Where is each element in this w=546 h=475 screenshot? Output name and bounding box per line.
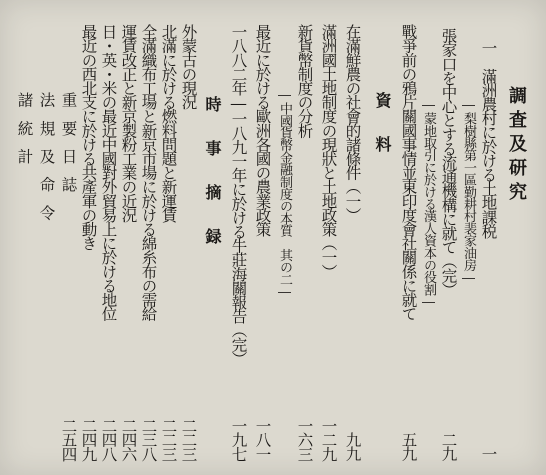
toc-entry xyxy=(180,24,196,460)
toc-entry-page: 二九 xyxy=(439,431,458,460)
toc-entry xyxy=(16,92,32,163)
toc-entry-title: 最近に於ける歐洲各國の農業政策 xyxy=(253,24,272,236)
toc-entry-page: 一六三 xyxy=(295,417,314,460)
toc-entry-title: 一八八二年―一八九一年に於ける牛莊海關報告（完） xyxy=(229,24,248,365)
toc-entry-title: 重 要 日 誌 xyxy=(59,92,78,191)
toc-entry-subtitle: ―梨樹縣第一區勤耕村裴家油房― xyxy=(461,98,476,286)
toc-entry-title: 張家口を中心とする流通機構に就て（完） xyxy=(439,28,458,296)
toc-entry-page: 二二三 xyxy=(159,417,178,460)
toc-entry-title: 新貨幣制度の分析 xyxy=(295,24,314,137)
toc-entry-title: 一 滿洲農村に於ける土地課税 xyxy=(479,40,498,238)
toc-entry-subtitle: ―蒙地取引に於ける漢人資本の役割― xyxy=(421,98,436,310)
toc-entry xyxy=(38,92,54,219)
toc-entry-title: 外蒙古の現況 xyxy=(179,24,198,109)
toc-entry-page: 一 xyxy=(479,445,498,460)
toc-entry xyxy=(160,24,176,460)
toc-entry-title: 諸 統 計 xyxy=(15,92,34,163)
section-shiryo: 資 料 xyxy=(373,92,392,158)
toc-entry-page: 二四六 xyxy=(119,417,138,460)
toc-entry-subtitle: ―中國貨幣金融制度の本質 其の二― xyxy=(277,88,292,300)
toc-entry xyxy=(120,24,136,460)
toc-entry-page: 五九 xyxy=(399,431,418,460)
toc-entry-page: 一九七 xyxy=(229,417,248,460)
toc-entry-title: 日・英・米の最近中國對外貿易上に於ける地位 xyxy=(99,24,118,321)
toc-entry-page: 二二三 xyxy=(179,417,198,460)
toc-entry xyxy=(400,24,416,460)
toc-entry-title: 戰爭前の鴉片關國事情並東印度會社關係に就て xyxy=(399,24,418,321)
toc-entry-page: 一八一 xyxy=(253,417,272,460)
toc-entry-page: 二四八 xyxy=(99,417,118,460)
toc-entry-page: 一二九 xyxy=(319,417,338,460)
toc-entry-title: 全滿織布工場と新京市場に於ける綿糸布の需給 xyxy=(139,24,158,321)
toc-entry-title: 滿洲國土地制度の現狀と土地政策（一） xyxy=(319,24,338,278)
toc-entry xyxy=(296,24,312,460)
toc-entry xyxy=(80,24,96,460)
toc-entry xyxy=(100,24,116,460)
toc-entry xyxy=(140,24,156,460)
toc-entry xyxy=(320,24,336,460)
toc-entry xyxy=(344,24,360,460)
toc-entry xyxy=(254,24,270,460)
toc-entry-page: 二四九 xyxy=(79,417,98,460)
toc-entry xyxy=(230,24,246,460)
toc-entry-title: 最近の西北支に於ける共產軍の動き xyxy=(79,24,98,250)
toc-entry-title: 運賃改正と新京製粉工業の近況 xyxy=(119,24,138,222)
toc-entry-page: 二三八 xyxy=(139,417,158,460)
toc-entry-title: 在滿鮮農の社會的諸條件（一） xyxy=(343,24,362,222)
toc-entry xyxy=(60,92,76,460)
toc-entry-page: 二五四 xyxy=(59,417,78,460)
toc-entry xyxy=(440,28,456,460)
toc-entry-title: 北滿に於ける燃料問題と新運賃 xyxy=(159,24,178,222)
section-jiji-tekiroku: 時 事 摘 録 xyxy=(203,96,222,250)
toc-entry-title: 法 規 及 命 令 xyxy=(37,92,56,219)
toc-entry-page: 九九 xyxy=(343,431,362,460)
toc-entry xyxy=(480,40,496,460)
heading-chousa-kenkyu: 調査及研究 xyxy=(506,86,527,206)
